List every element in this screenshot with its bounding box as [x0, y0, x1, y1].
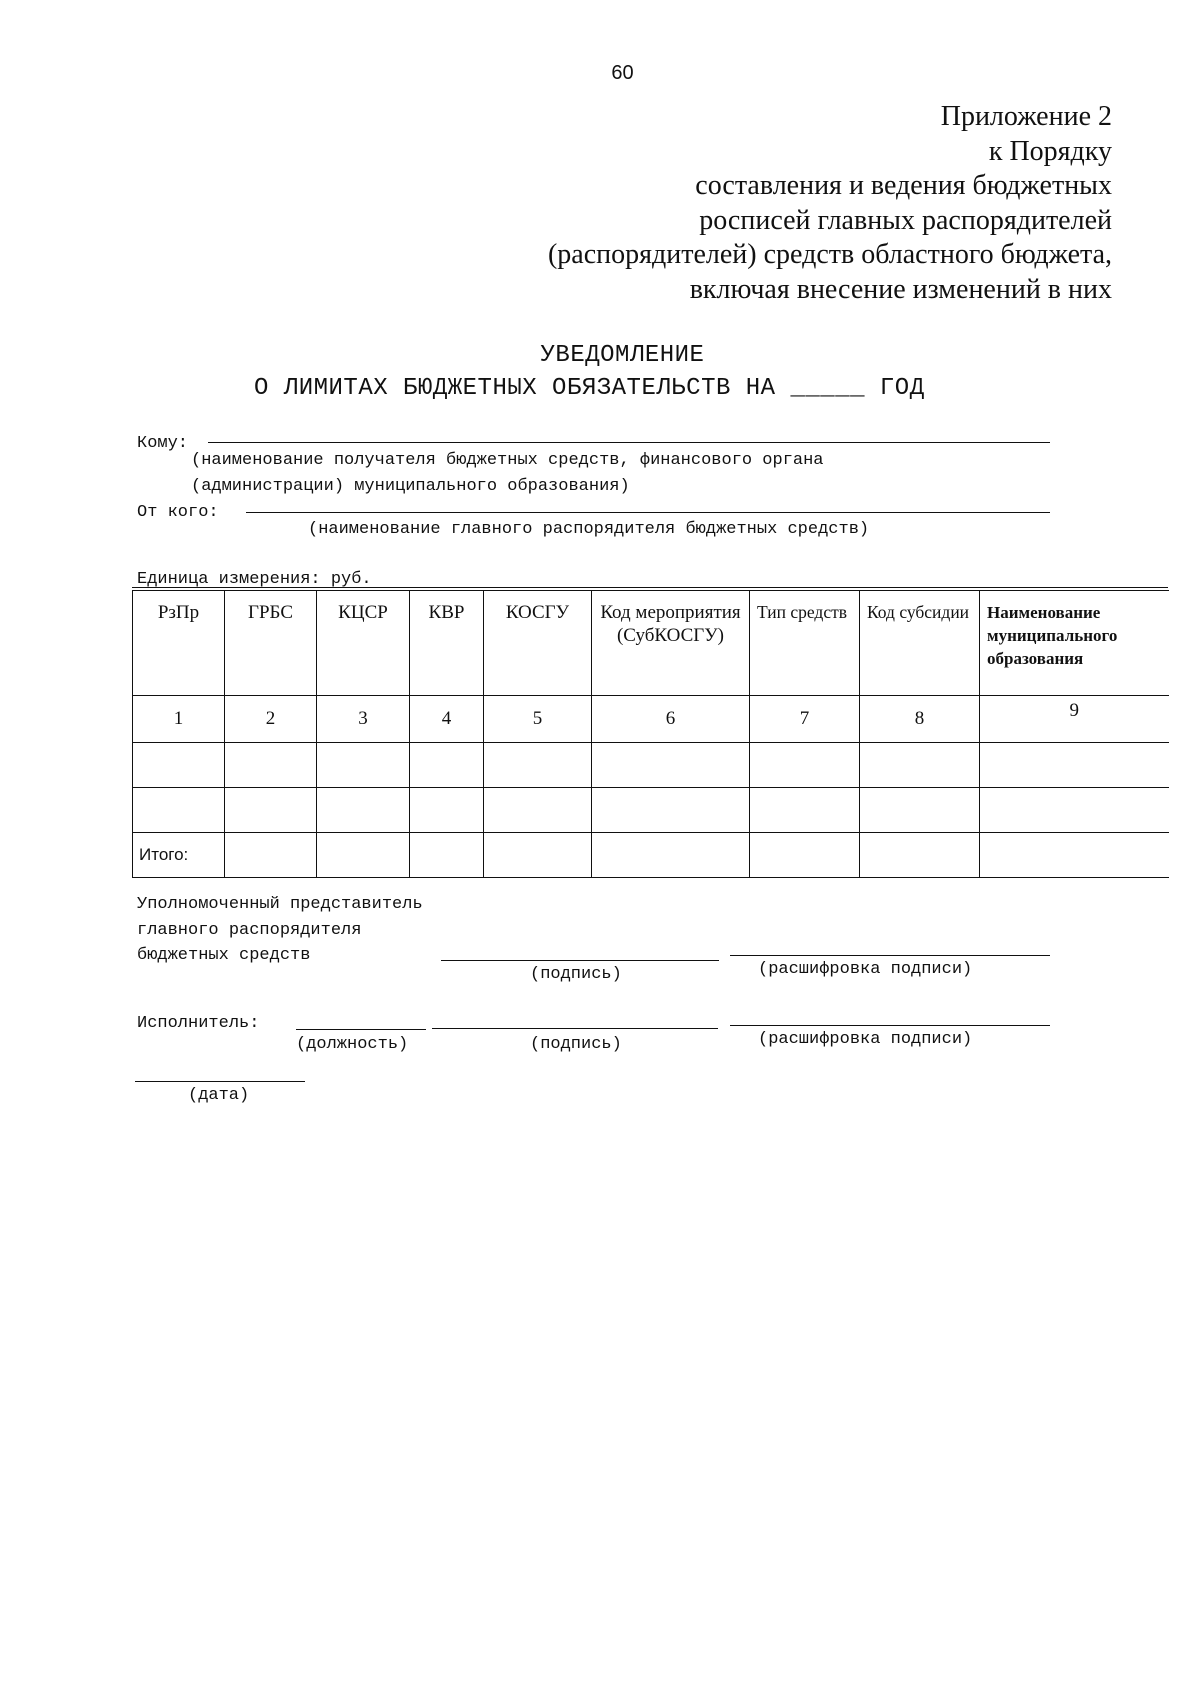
appendix-line: составления и ведения бюджетных — [695, 170, 1112, 201]
table-cell[interactable] — [225, 743, 317, 788]
executor-position-hint: (должность) — [296, 1035, 409, 1054]
table-cell[interactable] — [410, 833, 484, 878]
table-number-row — [133, 696, 1169, 743]
date-hint: (дата) — [188, 1086, 250, 1105]
document-title: УВЕДОМЛЕНИЕ — [540, 342, 705, 369]
recipient-hint: (администрации) муниципального образования) — [191, 477, 630, 496]
recipient-hint: (наименование получателя бюджетных средств, финансового органа — [191, 451, 824, 470]
executor-label: Исполнитель: — [137, 1014, 260, 1033]
column-number: 5 — [484, 696, 592, 743]
table-cell[interactable] — [860, 788, 980, 833]
table-cell[interactable] — [484, 743, 592, 788]
table-cell[interactable] — [317, 743, 410, 788]
header-municipality-name: Наименование муниципального образования — [980, 591, 1169, 696]
table-cell[interactable] — [592, 788, 750, 833]
appendix-header — [548, 100, 1112, 307]
authorized-label: бюджетных средств — [137, 946, 311, 965]
appendix-line: росписей главных распорядителей — [699, 204, 1112, 236]
appendix-line: Приложение 2 — [940, 101, 1112, 132]
header-subsidy-code: Код субсидии — [860, 591, 980, 696]
column-number: 2 — [225, 696, 317, 743]
sender-hint: (наименование главного распорядителя бюджетных средств) — [308, 520, 870, 539]
table-cell[interactable] — [980, 743, 1169, 788]
header-kcsr: КЦСР — [317, 591, 410, 696]
authorized-label: главного распорядителя — [137, 921, 362, 940]
table-cell[interactable] — [750, 833, 860, 878]
authorized-decode-hint: (расшифровка подписи) — [758, 960, 973, 979]
executor-decode-hint: (расшифровка подписи) — [758, 1030, 973, 1049]
table-cell[interactable] — [410, 743, 484, 788]
column-number: 9 — [980, 696, 1169, 743]
recipient-label: Кому: — [137, 434, 189, 453]
budget-table — [132, 590, 1169, 878]
table-cell[interactable] — [133, 788, 225, 833]
authorized-signature-hint: (подпись) — [530, 965, 622, 984]
table-cell[interactable] — [860, 833, 980, 878]
table-cell[interactable] — [980, 788, 1169, 833]
column-number: 4 — [410, 696, 484, 743]
table-cell[interactable] — [750, 743, 860, 788]
executor-decode-line[interactable] — [730, 1025, 1050, 1026]
authorized-signature-line[interactable] — [441, 960, 719, 961]
column-number: 1 — [133, 696, 225, 743]
column-number: 8 — [860, 696, 980, 743]
column-number: 3 — [317, 696, 410, 743]
table-cell[interactable] — [750, 788, 860, 833]
table-top-rule — [132, 587, 1168, 588]
column-number: 7 — [750, 696, 860, 743]
authorized-label: Уполномоченный представитель — [137, 895, 423, 914]
table-cell[interactable] — [592, 833, 750, 878]
header-event-code: Код мероприятия (СубКОСГУ) — [592, 591, 750, 696]
table-row — [133, 743, 1169, 788]
table-cell[interactable] — [592, 743, 750, 788]
appendix-line: к Порядку — [988, 135, 1112, 167]
table-cell[interactable] — [980, 833, 1169, 878]
table-total-row — [133, 833, 1169, 878]
column-number: 6 — [592, 696, 750, 743]
header-funds-type: Тип средств — [750, 591, 860, 696]
table-cell[interactable] — [860, 743, 980, 788]
executor-signature-line[interactable] — [432, 1028, 718, 1029]
sender-label: От кого: — [137, 503, 219, 522]
table-row — [133, 788, 1169, 833]
table-cell[interactable] — [225, 788, 317, 833]
recipient-field-line[interactable] — [208, 442, 1050, 443]
authorized-decode-line[interactable] — [730, 955, 1050, 956]
document-subtitle: О ЛИМИТАХ БЮДЖЕТНЫХ ОБЯЗАТЕЛЬСТВ НА _____ ГОД — [254, 375, 925, 402]
page-number: 60 — [611, 62, 634, 84]
header-rzpr: РзПр — [133, 591, 225, 696]
table-cell[interactable] — [317, 788, 410, 833]
sender-field-line[interactable] — [246, 512, 1050, 513]
table-cell[interactable] — [133, 743, 225, 788]
table-cell[interactable] — [484, 788, 592, 833]
total-label: Итого: — [133, 833, 225, 878]
executor-position-line[interactable] — [296, 1029, 426, 1030]
table-cell[interactable] — [410, 788, 484, 833]
table-cell[interactable] — [225, 833, 317, 878]
executor-signature-hint: (подпись) — [530, 1035, 622, 1054]
date-line[interactable] — [135, 1081, 305, 1082]
appendix-line: включая внесение изменений в них — [689, 273, 1112, 305]
header-kosgu: КОСГУ — [484, 591, 592, 696]
unit-of-measure: Единица измерения: руб. — [137, 570, 372, 589]
appendix-line: (распорядителей) средств областного бюджета, — [547, 239, 1112, 270]
table-cell[interactable] — [317, 833, 410, 878]
table-header-row — [133, 591, 1169, 696]
header-grbs: ГРБС — [225, 591, 317, 696]
table-cell[interactable] — [484, 833, 592, 878]
header-kvr: КВР — [410, 591, 484, 696]
